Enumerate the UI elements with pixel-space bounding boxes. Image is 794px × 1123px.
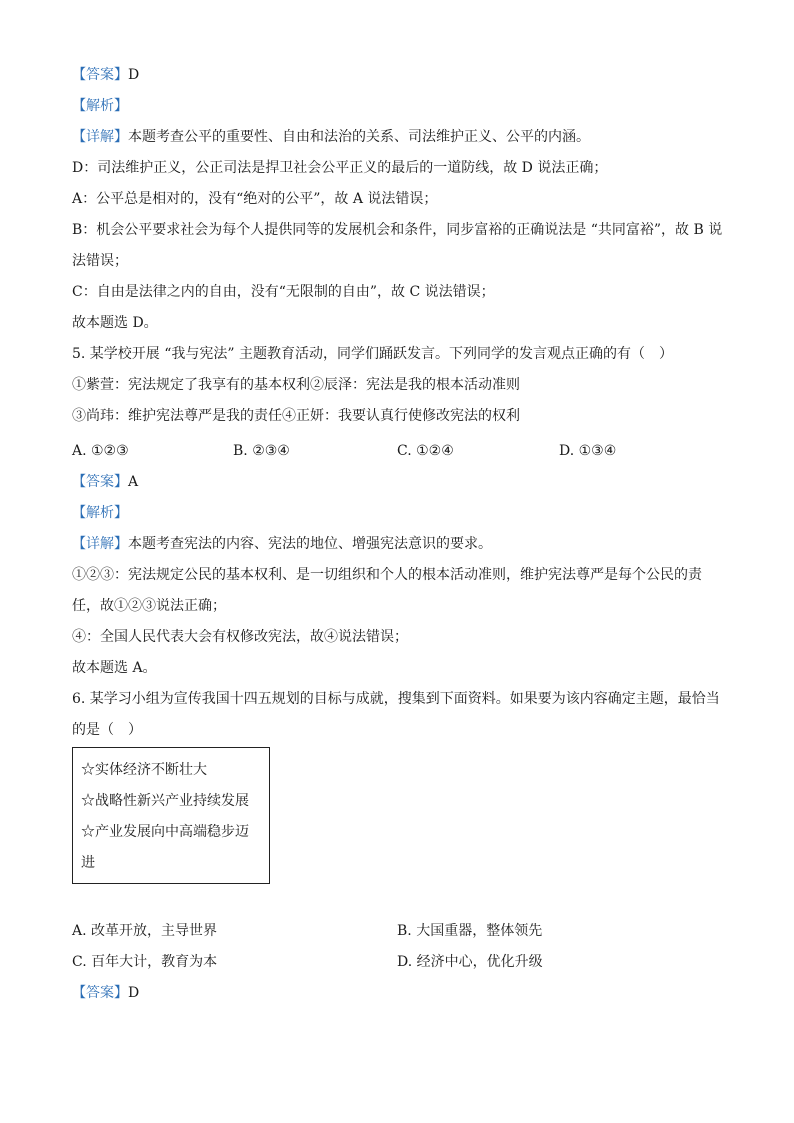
line-text: 故本题选 D。 xyxy=(72,315,158,331)
line-text: 6. 某学习小组为宣传我国十四五规划的目标与成就，搜集到下面资料。如果要为该内容确定主题，最恰当 xyxy=(72,691,720,707)
text-line xyxy=(72,375,722,395)
text-line xyxy=(72,627,722,647)
line-text: ①②③：宪法规定公民的基本权利、是一切组织和个人的根本活动准则，维护宪法尊严是每个公民的责 xyxy=(72,567,702,583)
q6-option-a: A. 改革开放，主导世界 xyxy=(72,923,218,939)
q5-option-b: B. ②③④ xyxy=(233,443,290,459)
text-line xyxy=(72,282,722,302)
line-text: 本题考查宪法的内容、宪法的地位、增强宪法意识的要求。 xyxy=(128,536,492,552)
answer-tag: 【答案】 xyxy=(72,985,128,1001)
section-tag: 【解析】 xyxy=(72,505,128,521)
text-line xyxy=(72,127,722,147)
line-text: D xyxy=(128,67,140,83)
text-line xyxy=(72,472,722,492)
section-tag: 【解析】 xyxy=(72,98,128,114)
text-line xyxy=(72,406,722,426)
text-line xyxy=(72,658,722,678)
material-box xyxy=(72,747,270,884)
section-tag: 【详解】 xyxy=(72,129,128,145)
answer-text: D xyxy=(128,985,140,1001)
material-line: 进 xyxy=(81,855,95,871)
text-line xyxy=(72,503,722,523)
line-text: A xyxy=(128,474,139,490)
line-text: B：机会公平要求社会为每个人提供同等的发展机会和条件，同步富裕的正确说法是 “共同富裕”，故 B 说 xyxy=(72,222,723,238)
q6-option-c: C. 百年大计，教育为本 xyxy=(72,954,218,970)
section-tag: 【详解】 xyxy=(72,536,128,552)
text-line xyxy=(72,720,722,740)
text-line xyxy=(72,251,722,271)
line-text: ③尚玮：维护宪法尊严是我的责任④正妍：我要认真行使修改宪法的权利 xyxy=(72,408,520,424)
q5-option-d: D. ①③④ xyxy=(559,443,617,459)
line-text: 故本题选 A。 xyxy=(72,660,157,676)
line-text: ①紫萱：宪法规定了我享有的基本权利②辰泽：宪法是我的根本活动准则 xyxy=(72,377,520,393)
line-text: 5. 某学校开展 “我与宪法” 主题教育活动，同学们踊跃发言。下列同学的发言观点正确的有（ ） xyxy=(72,346,674,362)
line-text: C：自由是法律之内的自由，没有“无限制的自由”，故 C 说法错误； xyxy=(72,284,495,300)
text-line xyxy=(72,565,722,585)
line-text: 的是（ ） xyxy=(72,722,142,738)
q6-option-d: D. 经济中心，优化升级 xyxy=(397,954,543,970)
text-line xyxy=(72,313,722,333)
q6-option-b: B. 大国重器，整体领先 xyxy=(397,923,543,939)
text-line xyxy=(72,158,722,178)
line-text: ④：全国人民代表大会有权修改宪法，故④说法错误； xyxy=(72,629,408,645)
material-line: ☆产业发展向中高端稳步迈 xyxy=(81,824,249,840)
text-line xyxy=(72,220,722,240)
section-tag: 【答案】 xyxy=(72,474,128,490)
q5-option-a: A. ①②③ xyxy=(72,443,129,459)
text-line xyxy=(72,189,722,209)
text-line xyxy=(72,534,722,554)
line-text: 任，故①②③说法正确； xyxy=(72,598,226,614)
q6-answer xyxy=(72,983,139,1003)
text-line xyxy=(72,65,722,85)
text-line xyxy=(72,689,722,709)
line-text: 本题考查公平的重要性、自由和法治的关系、司法维护正义、公平的内涵。 xyxy=(128,129,590,145)
section-tag: 【答案】 xyxy=(72,67,128,83)
line-text: A：公平总是相对的，没有“绝对的公平”，故 A 说法错误； xyxy=(72,191,438,207)
line-text: 法错误； xyxy=(72,253,128,269)
text-line xyxy=(72,96,722,116)
material-line: ☆实体经济不断壮大 xyxy=(81,762,207,778)
line-text: D：司法维护正义，公正司法是捍卫社会公平正义的最后的一道防线，故 D 说法正确； xyxy=(72,160,608,176)
q5-option-c: C. ①②④ xyxy=(397,443,454,459)
text-line xyxy=(72,596,722,616)
material-line: ☆战略性新兴产业持续发展 xyxy=(81,793,249,809)
text-line xyxy=(72,344,722,364)
